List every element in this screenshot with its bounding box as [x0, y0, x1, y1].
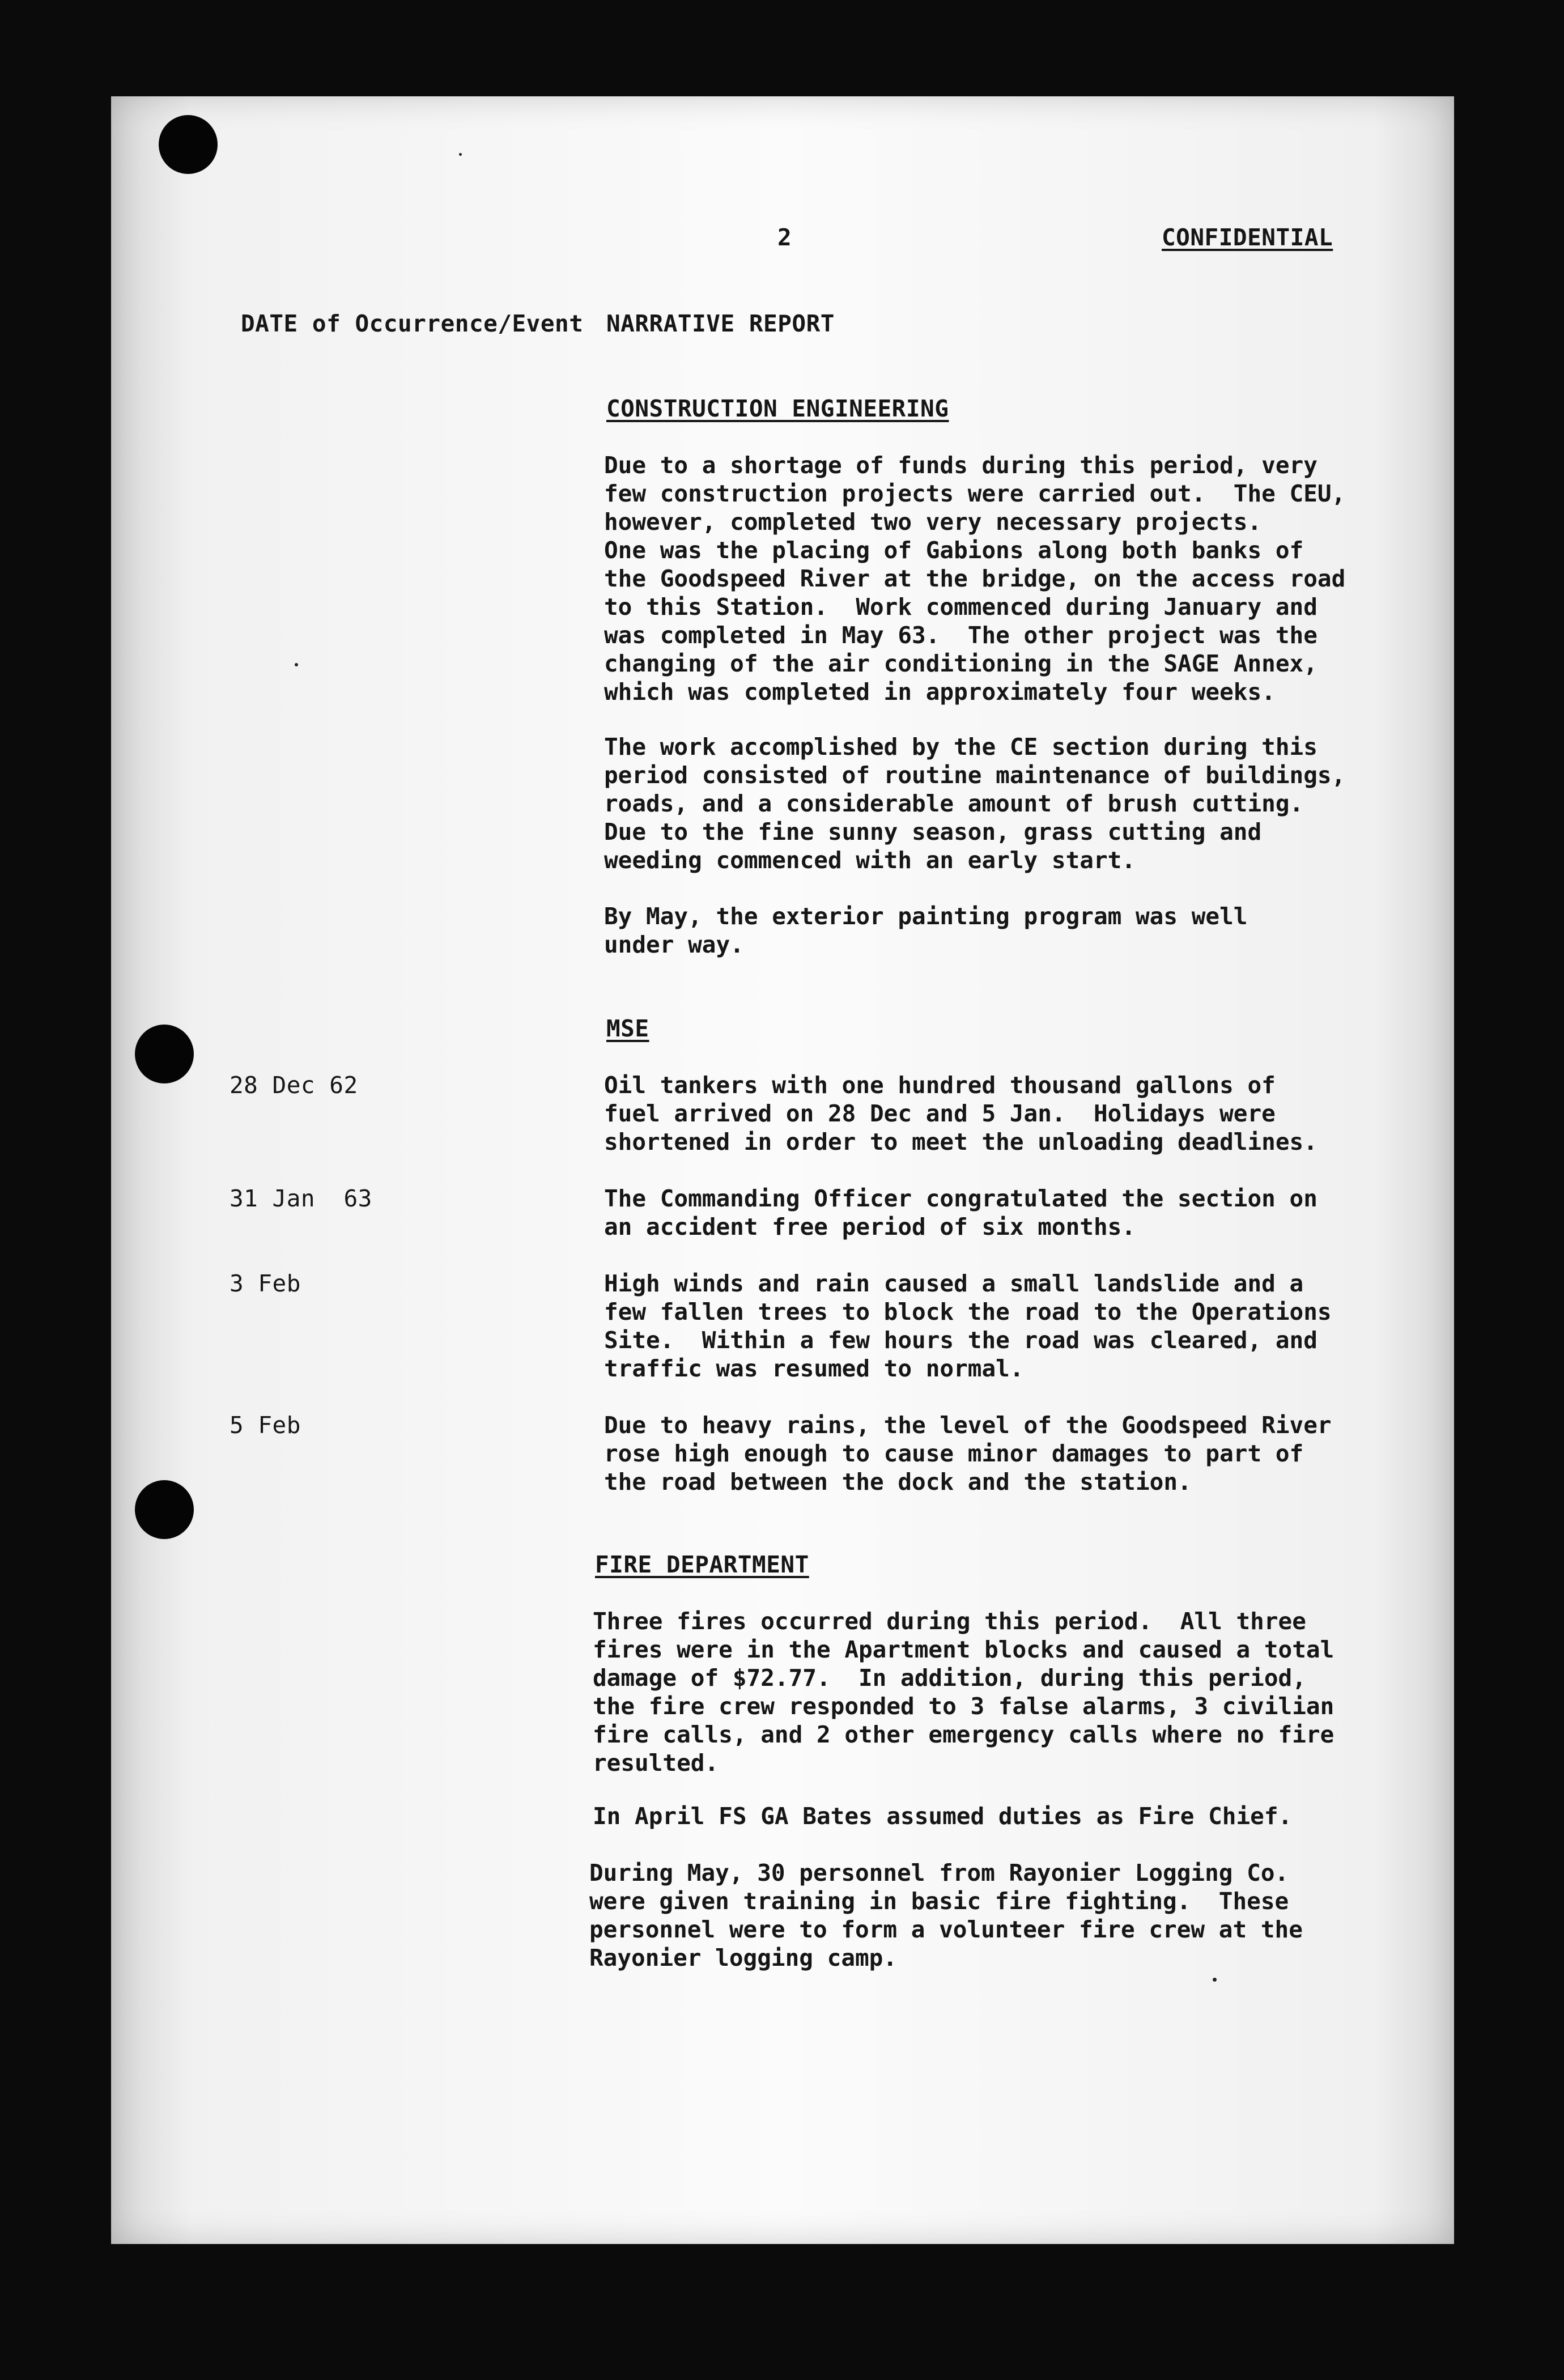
event-description — [604, 1411, 1397, 1496]
paper-speck — [295, 663, 298, 666]
text-line: the fire crew responded to 3 false alarms, 3 civilian — [593, 1693, 1334, 1720]
text-line: Due to the fine sunny season, grass cutting and — [604, 818, 1262, 845]
text-line: traffic was resumed to normal. — [604, 1355, 1024, 1382]
text-line: however, completed two very necessary projects. — [604, 508, 1262, 536]
section-heading-fire-department: FIRE DEPARTMENT — [595, 1551, 809, 1578]
paper-speck — [1213, 1978, 1217, 1982]
event-description — [604, 1269, 1397, 1383]
text-line: roads, and a considerable amount of brush cutting. — [604, 790, 1304, 817]
fire-paragraph-2 — [593, 1802, 1386, 1830]
text-line: period consisted of routine maintenance of buildings, — [604, 762, 1346, 789]
event-description — [604, 1071, 1397, 1156]
text-line: few fallen trees to block the road to the Operations — [604, 1298, 1332, 1325]
text-line: Rayonier logging camp. — [589, 1944, 898, 1971]
text-line: fires were in the Apartment blocks and caused a total — [593, 1636, 1334, 1663]
report-column-label: NARRATIVE REPORT — [606, 310, 835, 337]
fire-paragraph-1 — [593, 1607, 1386, 1777]
text-line: few construction projects were carried out. The CEU, — [604, 480, 1346, 507]
text-line: personnel were to form a volunteer fire crew at the — [589, 1916, 1303, 1943]
text-line: rose high enough to cause minor damages to part of — [604, 1440, 1304, 1467]
binder-hole-top — [159, 115, 218, 174]
event-date: 3 Feb — [230, 1270, 301, 1297]
event-date: 28 Dec 62 — [230, 1072, 358, 1099]
text-line: the road between the dock and the station. — [604, 1468, 1192, 1495]
text-line: changing of the air conditioning in the SAGE Annex, — [604, 650, 1318, 677]
text-line: Due to a shortage of funds during this period, very — [604, 452, 1318, 479]
page-number: 2 — [777, 224, 792, 251]
text-line: were given training in basic fire fighting. These — [589, 1888, 1289, 1915]
text-line: The Commanding Officer congratulated the section on — [604, 1185, 1318, 1212]
event-description — [604, 1184, 1397, 1241]
paper-speck — [459, 153, 462, 156]
text-line: was completed in May 63. The other project was the — [604, 622, 1318, 649]
construction-paragraph-1 — [604, 451, 1397, 706]
section-heading-construction: CONSTRUCTION ENGINEERING — [606, 395, 949, 422]
text-line: By May, the exterior painting program was well — [604, 903, 1248, 930]
binder-hole-middle — [135, 1025, 194, 1083]
classification-marking: CONFIDENTIAL — [1162, 224, 1333, 251]
text-line: During May, 30 personnel from Rayonier Logging Co. — [589, 1859, 1289, 1886]
text-line: Three fires occurred during this period. All three — [593, 1608, 1306, 1635]
text-line: High winds and rain caused a small landslide and a — [604, 1270, 1304, 1297]
text-line: Site. Within a few hours the road was cleared, and — [604, 1327, 1318, 1354]
text-line: One was the placing of Gabions along both banks of — [604, 537, 1304, 564]
event-date: 5 Feb — [230, 1412, 301, 1439]
construction-paragraph-2 — [604, 733, 1397, 874]
text-line: which was completed in approximately four weeks. — [604, 678, 1276, 706]
construction-paragraph-3 — [604, 902, 1397, 959]
text-line: In April FS GA Bates assumed duties as Fire Chief. — [593, 1803, 1293, 1830]
text-line: resulted. — [593, 1749, 719, 1776]
fire-paragraph-3 — [589, 1859, 1383, 1972]
text-line: shortened in order to meet the unloading deadlines. — [604, 1128, 1318, 1155]
text-line: fire calls, and 2 other emergency calls where no fire — [593, 1721, 1334, 1748]
text-line: damage of $72.77. In addition, during this period, — [593, 1664, 1306, 1692]
date-column-label: DATE of Occurrence/Event — [241, 310, 584, 337]
text-line: under way. — [604, 931, 744, 958]
text-line: Oil tankers with one hundred thousand gallons of — [604, 1072, 1276, 1099]
text-line: Due to heavy rains, the level of the Goodspeed River — [604, 1412, 1332, 1439]
section-heading-mse: MSE — [606, 1015, 649, 1042]
text-line: The work accomplished by the CE section during this — [604, 733, 1318, 760]
text-line: an accident free period of six months. — [604, 1213, 1136, 1240]
text-line: weeding commenced with an early start. — [604, 847, 1136, 874]
binder-hole-bottom — [135, 1480, 194, 1539]
text-line: to this Station. Work commenced during January and — [604, 593, 1318, 620]
text-line: the Goodspeed River at the bridge, on the access road — [604, 565, 1346, 592]
event-date: 31 Jan 63 — [230, 1185, 372, 1212]
text-line: fuel arrived on 28 Dec and 5 Jan. Holidays were — [604, 1100, 1276, 1127]
